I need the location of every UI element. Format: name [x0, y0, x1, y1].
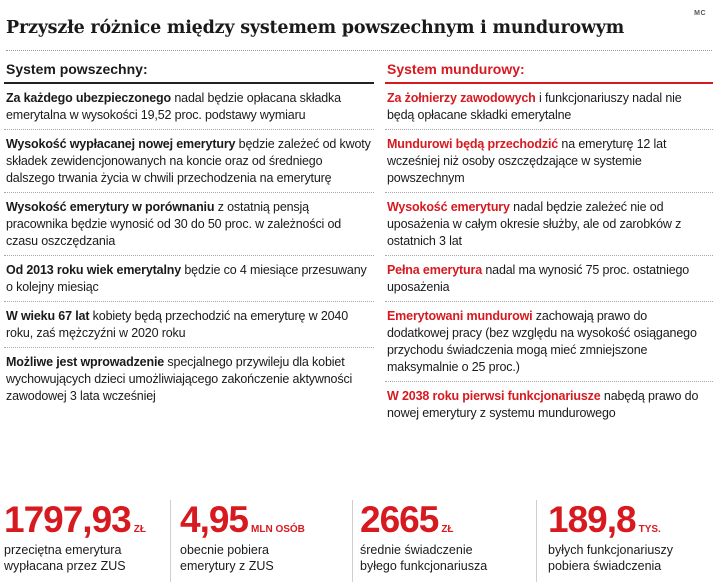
stat-unit: MLN OSÓB	[251, 524, 305, 535]
stat-average-pension	[4, 500, 146, 574]
uniformed-system-column	[385, 58, 713, 427]
stat-divider	[536, 500, 537, 582]
item-text: kobiety będą przechodzić na emeryturę w 2040 roku, zaś mężczyźni w 2020 roku	[6, 309, 349, 340]
general-item	[4, 302, 374, 348]
stat-divider	[352, 500, 353, 582]
general-item	[4, 348, 374, 410]
general-item	[4, 84, 374, 130]
stat-pensioners-count	[180, 500, 305, 574]
item-lead: Emerytowani mundurowi	[387, 309, 533, 323]
stat-value: 2665	[360, 499, 439, 540]
stat-value: 4,95	[180, 499, 249, 540]
item-lead: W wieku 67 lat	[6, 309, 90, 323]
stat-unit: ZŁ	[133, 524, 146, 535]
credit-label: MC	[694, 10, 706, 17]
item-text: na emeryturę 12 lat wcześniej niż osoby oszczędzające w systemie powszechnym	[387, 137, 667, 185]
item-text: z ostatnią pensją pracownika będzie wynosić od 30 do 50 proc. w zależności od czasu oszczędzania	[6, 200, 342, 248]
stat-desc-line: emerytury z ZUS	[180, 559, 274, 573]
item-lead: Za żołnierzy zawodowych	[387, 91, 536, 105]
uniformed-item	[385, 382, 713, 427]
item-lead: Od 2013 roku wiek emerytalny	[6, 263, 182, 277]
general-item	[4, 130, 374, 193]
uniformed-item	[385, 302, 713, 382]
stat-desc-line: pobiera świadczenia	[548, 559, 662, 573]
item-text: i funkcjonariuszy nadal nie będą opłacane składki emerytalne	[387, 91, 682, 122]
page-title: Przyszłe różnice między systemem powszechnym i mundurowym	[6, 18, 625, 38]
stat-value: 189,8	[548, 499, 636, 540]
stat-desc-line: obecnie pobiera	[180, 543, 269, 557]
item-text: będzie zależeć od kwoty składek zewidencjonowanych na koncie oraz od średniego dalszego trwania życia w chwili przechodzenia na emeryturę	[6, 137, 371, 185]
item-text: nabędą prawo do nowej emerytury z systemu mundurowego	[387, 389, 699, 420]
uniformed-system-heading: System mundurowy:	[385, 58, 713, 84]
item-text: nadal będzie opłacana składka emerytalna w wysokości 19,52 proc. podstawy wymiaru	[6, 91, 341, 122]
uniformed-item	[385, 193, 713, 256]
stat-unit: TYS.	[638, 524, 661, 535]
item-text: specjalnego przywileju dla kobiet wychowujących dzieci umożliwiającego zakończenie aktywności zawodowej 3 lata wcześniej	[6, 355, 353, 403]
uniformed-item	[385, 256, 713, 302]
stat-desc-line: byłych funkcjonariuszy	[548, 543, 674, 557]
item-text: będzie co 4 miesiące przesuwany o kolejny miesiąc	[6, 263, 367, 294]
item-lead: Wysokość wypłacanej nowej emerytury	[6, 137, 236, 151]
item-lead: Pełna emerytura	[387, 263, 483, 277]
uniformed-item	[385, 84, 713, 130]
stat-desc-line: wypłacana przez ZUS	[4, 559, 126, 573]
item-lead: Wysokość emerytury w porównaniu	[6, 200, 215, 214]
stat-officer-benefit	[360, 500, 487, 574]
general-system-heading: System powszechny:	[4, 58, 374, 84]
stat-former-officers	[548, 500, 673, 574]
item-lead: Możliwe jest wprowadzenie	[6, 355, 165, 369]
general-system-column	[4, 58, 374, 410]
item-lead: Mundurowi będą przechodzić	[387, 137, 559, 151]
title-divider	[6, 50, 712, 51]
stat-divider	[170, 500, 171, 582]
general-item	[4, 193, 374, 256]
uniformed-item	[385, 130, 713, 193]
general-item	[4, 256, 374, 302]
item-text: nadal ma wynosić 75 proc. ostatniego uposażenia	[387, 263, 690, 294]
item-lead: Za każdego ubezpieczonego	[6, 91, 172, 105]
item-lead: Wysokość emerytury	[387, 200, 510, 214]
item-text: nadal będzie zależeć nie od uposażenia w całym okresie służby, ale od zarobków z ostatnich 3 lat	[387, 200, 682, 248]
stat-value: 1797,93	[4, 499, 131, 540]
item-lead: W 2038 roku pierwsi funkcjonariusze	[387, 389, 601, 403]
item-text: zachowają prawo do dodatkowej pracy (bez względu na wysokość osiąganego przychodu świadczenia mogą mieć zmniejszone maksymalnie o 25 proc.)	[387, 309, 697, 374]
stat-desc-line: średnie świadczenie	[360, 543, 473, 557]
stat-unit: ZŁ	[441, 524, 454, 535]
stats-bar	[0, 500, 718, 588]
stat-desc-line: byłego funkcjonariusza	[360, 559, 488, 573]
stat-desc-line: przeciętna emerytura	[4, 543, 122, 557]
